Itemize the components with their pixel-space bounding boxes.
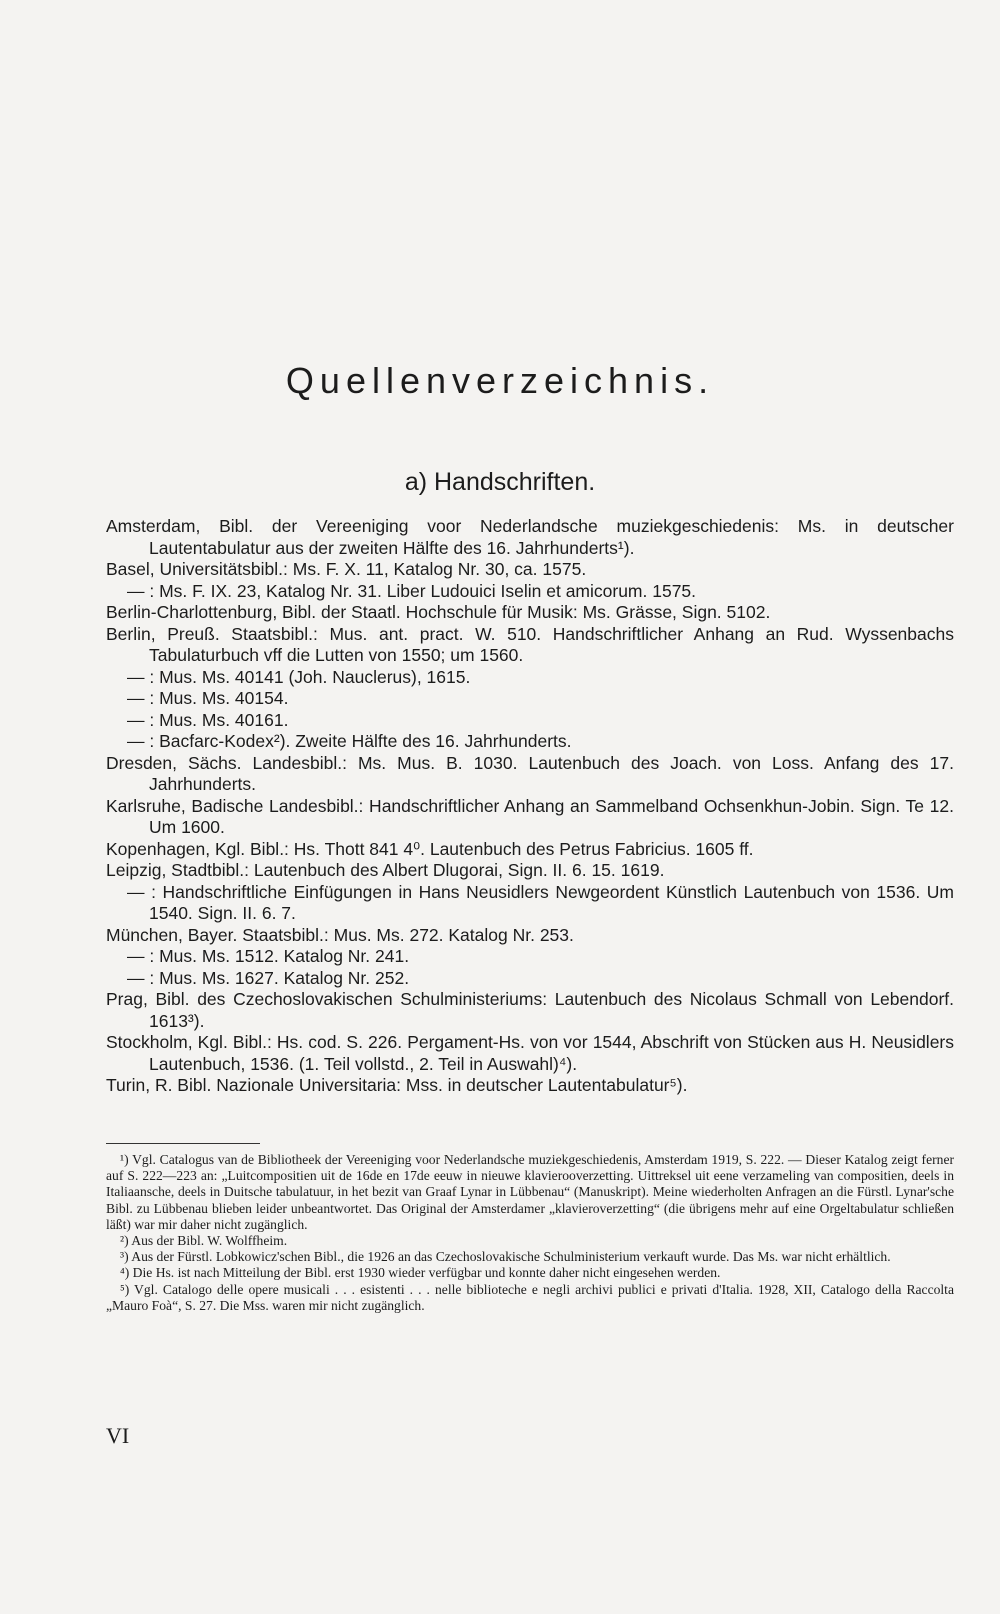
list-item: — : Mus. Ms. 40154.	[127, 688, 289, 708]
footnote: ¹) Vgl. Catalogus van de Bibliotheek der Vereeniging voor Nederlandsche muziekgeschiedenis, Amsterdam 1919, S. 222. — Dieser Katalog zeigt ferner auf S. 222—223 an: „Luitcompositien uit de 16de en 17de eeuw in nieuwe klavierooverzetting. Uittreksel uit eene verzameling van compositien, deels in Italiaansche, deels in Duitsche tabulatuur, in het bezit van Graaf Lynar in Lübbenau“ (Manuskript). Meine wiederholten Anfragen an die Fürstl. Lynar'sche Bibl. zu Lübbenau blieben leider unbeantwortet. Das Original der Amsterdamer „klavieroverzetting“ (die übrigens mehr auf eine Orgeltabulatur schließen läßt) war mir daher nicht zugänglich.	[106, 1152, 954, 1232]
list-item: Turin, R. Bibl. Nazionale Universitaria: Mss. in deutscher Lautentabulatur⁵).	[106, 1075, 688, 1095]
list-item: — : Mus. Ms. 1512. Katalog Nr. 241.	[127, 946, 410, 966]
page-title: Quellenverzeichnis.	[285, 360, 715, 401]
footnote-divider	[106, 1143, 260, 1144]
list-item: — : Mus. Ms. 1627. Katalog Nr. 252.	[127, 967, 410, 988]
list-item: München, Bayer. Staatsbibl.: Mus. Ms. 272. Katalog Nr. 253.	[106, 924, 574, 945]
list-item: — : Ms. F. IX. 23, Katalog Nr. 31. Liber Ludouici Iselin et amicorum. 1575.	[127, 580, 697, 601]
source-list	[106, 516, 954, 1097]
list-item: Amsterdam, Bibl. der Vereeniging voor Nederlandsche muziekgeschiedenis: Ms. in deutscher Lautentabulatur aus der zweiten Hälfte des 16. Jahrhunderts¹).	[106, 516, 954, 558]
list-item: Berlin-Charlottenburg, Bibl. der Staatl. Hochschule für Musik: Ms. Grässe, Sign. 5102.	[106, 602, 771, 622]
list-item: Stockholm, Kgl. Bibl.: Hs. cod. S. 226. Pergament-Hs. von vor 1544, Abschrift von Stücken aus H. Neusidlers Lautenbuch, 1536. (1. Teil vollstd., 2. Teil in Auswahl)⁴).	[106, 1032, 954, 1074]
list-item: Basel, Universitätsbibl.: Ms. F. X. 11, Katalog Nr. 30, ca. 1575.	[106, 559, 587, 579]
list-item: Prag, Bibl. des Czechoslovakischen Schulministeriums: Lautenbuch des Nicolaus Schmall von Lebendorf. 1613³).	[106, 989, 954, 1031]
list-item: Karlsruhe, Badische Landesbibl.: Handschriftlicher Anhang an Sammelband Ochsenkhun-Jobin. Sign. Te 12. Um 1600.	[106, 795, 954, 837]
list-item: — : Mus. Ms. 40141 (Joh. Nauclerus), 1615.	[127, 666, 471, 687]
list-item: Kopenhagen, Kgl. Bibl.: Hs. Thott 841 4⁰. Lautenbuch des Petrus Fabricius. 1605 ff.	[106, 838, 754, 859]
list-item: Leipzig, Stadtbibl.: Lautenbuch des Albert Dlugorai, Sign. II. 6. 15. 1619.	[106, 860, 665, 880]
footnote: ⁵) Vgl. Catalogo delle opere musicali . . . esistenti . . . nelle biblioteche e negli archivi publici e privati d'Italia. 1928, XII, Catalogo della Raccolta „Mauro Foà“, S. 27. Die Mss. waren mir nicht zugänglich.	[106, 1281, 954, 1313]
list-item: — : Mus. Ms. 40161.	[127, 709, 289, 730]
list-item: — : Handschriftliche Einfügungen in Hans Neusidlers Newgeordent Künstlich Lautenbuch von 1536. Um 1540. Sign. II. 6. 7.	[127, 881, 954, 923]
list-item: Berlin, Preuß. Staatsbibl.: Mus. ant. pract. W. 510. Handschriftlicher Anhang an Rud. Wyssenbachs Tabulaturbuch vff die Lutten von 1550; um 1560.	[106, 623, 954, 665]
section-heading: a) Handschriften.	[404, 468, 596, 496]
footnotes	[106, 1152, 954, 1314]
footnote: ²) Aus der Bibl. W. Wolffheim.	[120, 1233, 288, 1249]
page-number: VI	[106, 1423, 130, 1448]
list-item: — : Bacfarc-Kodex²). Zweite Hälfte des 16. Jahrhunderts.	[127, 731, 572, 751]
list-item: Dresden, Sächs. Landesbibl.: Ms. Mus. B. 1030. Lautenbuch des Joach. von Loss. Anfang des 17. Jahrhunderts.	[106, 752, 954, 794]
footnote: ⁴) Die Hs. ist nach Mitteilung der Bibl. erst 1930 wieder verfügbar und konnte daher nicht eingesehen werden.	[120, 1265, 721, 1281]
footnote: ³) Aus der Fürstl. Lobkowicz'schen Bibl., die 1926 an das Czechoslovakische Schulministerium verkauft wurde. Das Ms. war nicht erhältlich.	[120, 1249, 891, 1265]
